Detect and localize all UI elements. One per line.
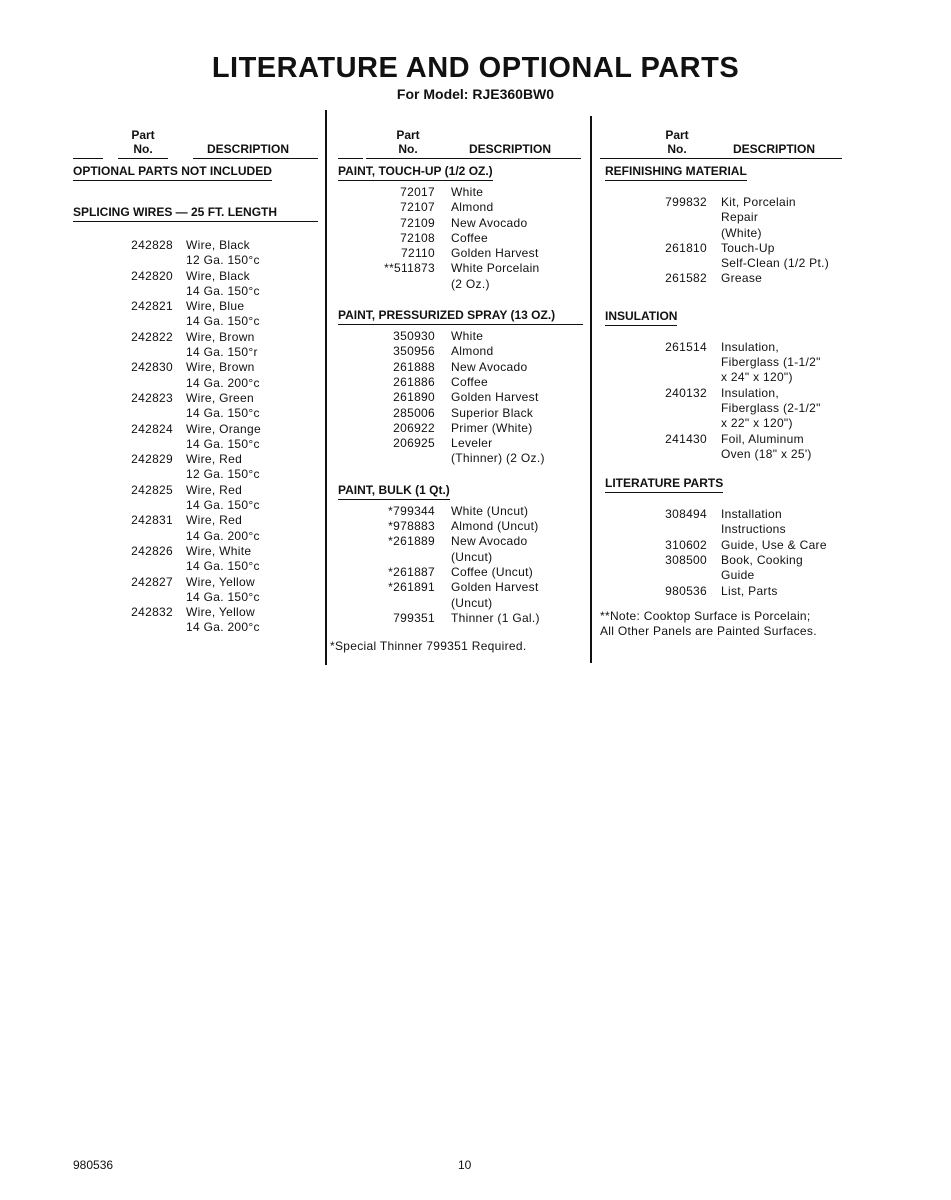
column-header [73,128,318,162]
part-number: *261891 [388,580,435,595]
part-number: *261887 [388,564,435,579]
column-paint [330,128,583,654]
part-description [186,360,260,391]
table-row [73,360,318,391]
section-refinishing: REFINISHING MATERIAL [605,164,747,181]
description-line: White [451,185,484,199]
part-number: 261582 [665,271,707,286]
section-paint-bulk: PAINT, BULK (1 Qt.) [338,483,450,500]
part-description [451,216,527,231]
part-number: 242824 [131,421,173,436]
description-line: (2 Oz.) [451,276,490,291]
description-line: Wire, Black [186,268,250,283]
description-line: Almond (Uncut) [451,519,539,534]
description-line: New Avocado [451,215,528,230]
table-row [605,386,850,432]
section-optional-parts: OPTIONAL PARTS NOT INCLUDED [73,164,272,181]
part-description [451,534,527,565]
part-number: 242820 [131,268,173,283]
description-line: Thinner (1 Gal.) [451,610,540,625]
description-line: Guide, Use & Care [721,537,827,552]
thinner-footnote: *Special Thinner 799351 Required. [330,639,527,654]
description-line: Wire, Red [186,482,243,497]
description-line: Superior Black [451,405,534,420]
description-line: 14 Ga. 150°c [186,314,260,329]
table-row [73,544,318,575]
description-line: White (Uncut) [451,503,529,518]
description-line: Insulation, [721,339,780,354]
part-description [721,507,786,538]
part-number: 308494 [665,507,707,522]
description-line: Repair [721,210,759,225]
table-row [605,195,850,241]
part-number: 799351 [393,610,435,625]
description-line: Fiberglass (2-1/2" [721,400,821,415]
part-description [186,452,260,483]
description-line: 14 Ga. 150°c [186,283,260,298]
table-row [73,452,318,483]
part-description [186,330,258,361]
part-description [451,611,540,626]
document-number: 980536 [73,1158,114,1172]
page-number: 10 [458,1158,472,1172]
description-line: Fiberglass (1-1/2" [721,355,821,370]
part-number: 242825 [131,482,173,497]
part-description [451,436,545,467]
description-line: Almond [451,344,494,359]
section-paint-touch-up: PAINT, TOUCH-UP (1/2 OZ.) [338,164,493,181]
parts-list [338,185,583,292]
table-row [605,507,850,538]
table-row [73,269,318,300]
description-line: Oven (18" x 25') [721,446,812,461]
description-line: Almond [451,200,494,215]
description-line: Coffee [451,374,488,389]
description-line: Golden Harvest [451,246,539,261]
part-description [451,406,533,421]
part-number: *799344 [388,503,435,518]
section-splicing-wires: SPLICING WIRES — 25 FT. LENGTH [73,205,318,222]
table-row [338,534,583,565]
part-number: 310602 [665,537,707,552]
description-line: List, Parts [721,583,778,598]
description-line: Coffee (Uncut) [451,564,534,579]
description-line: 14 Ga. 200°c [186,375,260,390]
description-line: Wire, White [186,543,252,558]
part-description [451,200,494,215]
table-row [338,231,583,246]
description-line: Wire, Yellow [186,574,255,589]
description-line: (White) [721,225,762,240]
part-description [186,605,260,636]
table-row [73,391,318,422]
description-line: Wire, Red [186,452,243,467]
part-description [451,231,488,246]
description-line: Golden Harvest [451,580,539,595]
no-label: No. [398,142,418,156]
description-line: New Avocado [451,534,528,549]
column-header [338,128,583,162]
table-row [338,406,583,421]
description-line: (Uncut) [451,595,493,610]
description-label: DESCRIPTION [207,142,290,156]
part-number: 308500 [665,553,707,568]
table-row [73,238,318,269]
part-number: 242822 [131,329,173,344]
part-description [721,584,778,599]
column-divider-2 [590,116,592,663]
part-number: 261890 [393,390,435,405]
description-line: (Thinner) (2 Oz.) [451,451,545,466]
table-row [338,611,583,626]
part-description [721,553,803,584]
description-line: (Uncut) [451,549,493,564]
table-row [338,421,583,436]
part-number: 240132 [665,385,707,400]
table-row [338,344,583,359]
part-number: 285006 [393,405,435,420]
part-description [721,538,827,553]
table-row [338,436,583,467]
part-number: 242830 [131,360,173,375]
table-row [338,360,583,375]
part-description [186,544,260,575]
description-line: Wire, Brown [186,360,255,375]
part-number: 242831 [131,513,173,528]
part-label: Part [131,128,155,142]
description-line: White [451,329,484,344]
part-description [451,261,540,292]
part-description [451,504,528,519]
part-number: 261810 [665,240,707,255]
table-row [338,329,583,344]
part-number: 350956 [393,344,435,359]
part-description [186,513,260,544]
description-line: 14 Ga. 150°r [186,345,258,360]
part-number: 72108 [400,230,435,245]
table-row [605,538,850,553]
parts-list [605,507,850,599]
part-number: 261888 [393,359,435,374]
description-line: 14 Ga. 150°c [186,589,260,604]
description-line: Coffee [451,230,488,245]
part-description [186,391,260,422]
part-number: 242821 [131,299,173,314]
table-row [73,575,318,606]
parts-list [73,238,318,636]
description-line: 12 Ga. 150°c [186,467,260,482]
description-line: x 24" x 120") [721,370,793,385]
table-row [338,519,583,534]
table-row [605,584,850,599]
description-line: Foil, Aluminum [721,431,804,446]
description-line: White Porcelain [451,261,540,276]
column-divider-1 [325,110,327,665]
part-description [186,269,260,300]
part-number: 242823 [131,390,173,405]
table-row [73,422,318,453]
table-row [605,432,850,463]
part-description [451,360,527,375]
description-line: Kit, Porcelain [721,195,796,209]
description-line: 12 Ga. 150°c [186,253,260,268]
table-row [338,216,583,231]
column-literature [600,128,850,639]
description-line: Wire, Green [186,390,254,405]
description-line: Self-Clean (1/2 Pt.) [721,256,830,271]
part-number: **511873 [384,261,435,276]
part-number: 72107 [400,200,435,215]
part-description [721,432,812,463]
parts-list [338,329,583,467]
description-line: Wire, Yellow [186,605,255,620]
part-number: *978883 [388,519,435,534]
table-row [338,390,583,405]
table-row [338,246,583,261]
part-number: 206925 [393,436,435,451]
part-description [451,580,539,611]
part-description [451,565,533,580]
description-line: Insulation, [721,385,780,400]
part-number: 72109 [400,215,435,230]
table-row [73,513,318,544]
part-description [451,344,494,359]
description-line: 14 Ga. 150°c [186,498,260,513]
part-description [721,340,821,386]
table-row [338,375,583,390]
table-row [605,241,850,272]
table-row [73,483,318,514]
table-row [73,299,318,330]
description-line: Wire, Red [186,513,243,528]
part-description [186,575,260,606]
no-label: No. [667,142,687,156]
parts-list [605,195,850,287]
table-row [338,185,583,200]
section-paint-spray: PAINT, PRESSURIZED SPRAY (13 OZ.) [338,308,583,325]
description-line: 14 Ga. 150°c [186,436,260,451]
description-line: Wire, Blue [186,299,245,314]
section-insulation: INSULATION [605,309,677,326]
description-line: 14 Ga. 200°c [186,620,260,635]
part-description [451,390,539,405]
part-description [451,185,483,200]
description-line: Golden Harvest [451,390,539,405]
part-description [451,246,539,261]
description-line: 14 Ga. 200°c [186,528,260,543]
description-line: 14 Ga. 150°c [186,559,260,574]
part-description [451,375,488,390]
table-row [73,605,318,636]
part-description [721,271,762,286]
table-row [605,340,850,386]
table-row [338,504,583,519]
part-description [451,519,539,534]
part-description [721,195,796,241]
description-line: New Avocado [451,359,528,374]
description-line: Touch-Up [721,240,775,255]
part-number: 242828 [131,238,173,252]
description-line: Installation [721,507,782,522]
model-subtitle: For Model: RJE360BW0 [396,86,555,102]
parts-list [338,504,583,626]
part-number: 206922 [393,420,435,435]
part-number: 261514 [665,339,707,354]
table-row [338,565,583,580]
page-title: LITERATURE AND OPTIONAL PARTS [211,52,740,84]
part-description [186,422,261,453]
description-label: DESCRIPTION [733,142,816,156]
note-line-2: All Other Panels are Painted Surfaces. [600,623,817,638]
part-number: 980536 [665,583,707,598]
part-description [186,299,260,330]
description-line: Leveler [451,436,493,451]
description-line: Wire, Orange [186,421,261,436]
part-number: 241430 [665,431,707,446]
description-line: Grease [721,271,763,286]
part-label: Part [665,128,689,142]
description-line: Primer (White) [451,420,533,435]
table-row [338,261,583,292]
part-description [186,238,260,269]
table-row [73,330,318,361]
part-description [451,421,533,436]
note-line-1: **Note: Cooktop Surface is Porcelain; [600,608,811,623]
part-number: 242832 [131,605,173,620]
part-number: 261886 [393,374,435,389]
part-number: 242829 [131,452,173,467]
part-number: 350930 [393,329,435,344]
description-line: x 22" x 120") [721,416,793,431]
part-description [721,386,821,432]
part-number: 242826 [131,543,173,558]
part-label: Part [396,128,420,142]
table-row [605,271,850,286]
description-line: Wire, Brown [186,329,255,344]
description-line: Wire, Black [186,238,250,252]
part-number: *261889 [388,534,435,549]
no-label: No. [133,142,153,156]
table-row [338,580,583,611]
part-number: 242827 [131,574,173,589]
description-line: 14 Ga. 150°c [186,406,260,421]
part-number: 799832 [665,195,707,209]
description-label: DESCRIPTION [469,142,552,156]
column-optional-parts [73,128,318,636]
table-row [338,200,583,215]
parts-list [605,340,850,462]
description-line: Guide [721,568,755,583]
porcelain-note [600,609,850,639]
description-line: Book, Cooking [721,553,803,568]
description-line: Instructions [721,522,786,537]
part-description [451,329,483,344]
section-literature-parts: LITERATURE PARTS [605,476,723,493]
column-header [605,128,850,162]
table-row [605,553,850,584]
part-description [186,483,260,514]
part-description [721,241,829,272]
part-number: 72110 [401,246,435,261]
part-number: 72017 [400,185,435,199]
